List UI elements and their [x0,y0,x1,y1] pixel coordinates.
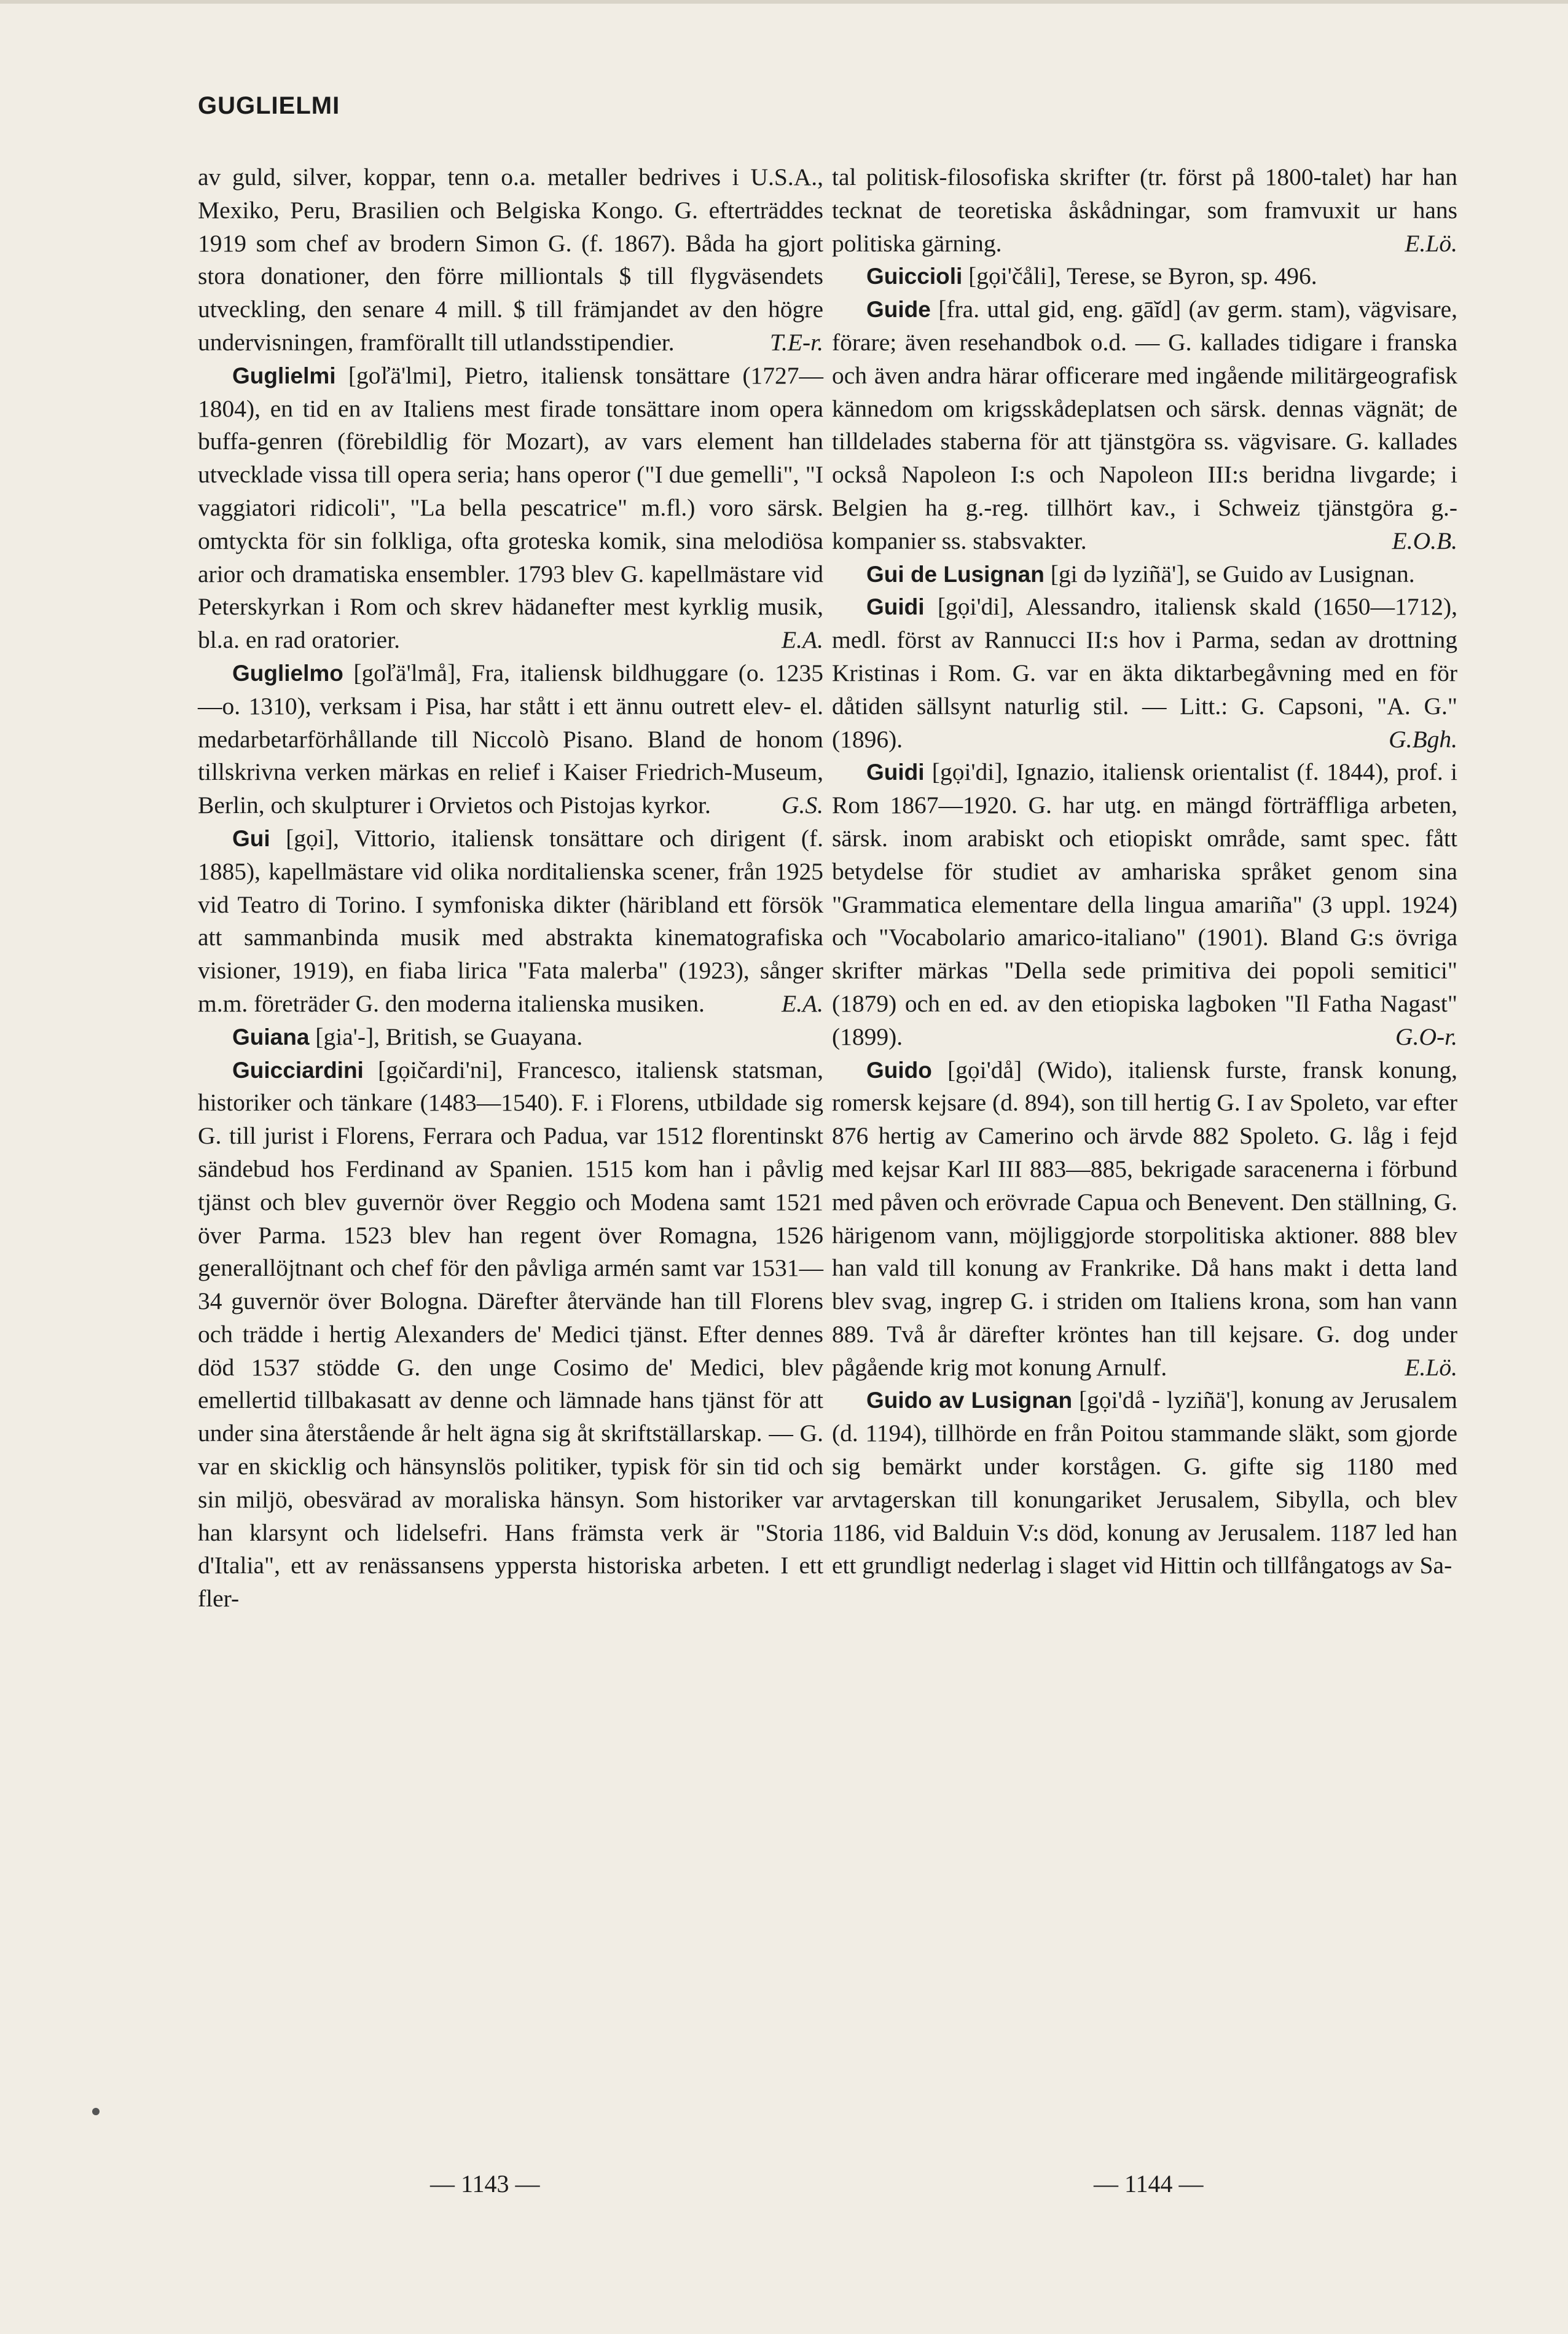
entry-guiana: Guiana [gia'-], British, se Guayana. [232,1023,583,1050]
entry-guido: Guido [gọi'då] (Wido), italiensk furste, fransk konung, romersk kejsare (d. 894), son till hertig G. I av Spoleto, var efter 876 hertig av Camerino och ärvde 882 Spoleto. G. låg i fejd med kejsar Karl III 883—885, bekrigade saracenerna i förbund med påven och erövrade Capua och Benevent. Den ställning, G. härigenom vann, möjliggjorde storpolitiska aktioner. 888 blev han vald till konung av Frankrike. Då hans makt i detta land blev svag, ingrep G. i striden om Italiens krona, som han vann 889. Två år därefter kröntes han till kejsare. G. dog under pågående krig mot konung Arnulf. E.Lö. [832,1056,1457,1381]
entry-gui-de-lusignan: Gui de Lusignan [gi də lyziñä'], se Guido av Lusignan. [866,560,1415,587]
page-number-left: — 1143 — [430,2170,540,2198]
entry-guide: Guide [fra. uttal gid, eng. gāĭd] (av germ. stam), vägvisare, förare; även resehandbok o.d. — G. kallades tidigare i franska och även andra härar officerare med ingående militärgeografisk kännedom om krigsskådeplatsen och särsk. dennas vägnät; de tilldelades staberna för att tjänstgöra ss. vägvisare. G. kallades också Napoleon I:s och Napoleon III:s beridna livgarde; i Belgien ha g.-reg. tillhört kav., i Schweiz tjänstgöra g.-kompanier ss. stabsvakter. E.O.B. [832,296,1457,554]
entry-continuation: av guld, silver, koppar, tenn o.a. metaller bedrives i U.S.A., Mexiko, Peru, Brasilien och Belgiska Kongo. G. efterträddes 1919 som chef av brodern Simon G. (f. 1867). Båda ha gjort stora donationer, den förre milliontals $ till flygväsendets utveckling, den senare 4 mill. $ till främjandet av den högre undervisningen, framförallt till utlandsstipendier. T.E-r. [198,163,823,356]
page-top-edge [0,0,1568,4]
right-column [832,161,1457,1582]
entry-continuation: tal politisk-filosofiska skrifter (tr. först på 1800-talet) har han tecknat de teoretiska åskådningar, som framvuxit ur hans politiska gärning. E.Lö. [832,163,1457,257]
margin-dot [92,2108,100,2115]
entry-guidi-alessandro: Guidi [gọi'di], Alessandro, italiensk skald (1650—1712), medl. först av Rannucci II:s hov i Parma, sedan av drottning Kristinas i Rom. G. var en äkta diktarbegåvning med en för dåtiden sällsynt naturlig stil. — Litt.: G. Capsoni, "A. G." (1896). G.Bgh. [832,593,1457,753]
entry-guiccioli: Guiccioli [gọi'čåli], Terese, se Byron, sp. 496. [866,262,1317,290]
entry-gui-vittorio: Gui [gọi], Vittorio, italiensk tonsättare och dirigent (f. 1885), kapellmästare vid olika norditalienska scener, från 1925 vid Teatro di Torino. I symfoniska dikter (häribland ett försök att sammanbinda musik med abstrakta kinematografiska visioner, 1919), en fiaba lirica "Fata malerba" (1923), sånger m.m. företräder G. den moderna italienska musiken. E.A. [198,824,823,1017]
entry-guglielmi-pietro: Guglielmi [goľä'lmi], Pietro, italiensk tonsättare (1727—1804), en tid en av Italiens mest firade tonsättare inom opera buffa-genren (förebildlig för Mozart), av vars element han utvecklade vissa till opera seria; hans operor ("I due gemelli", "I vaggiatori ridicoli", "La bella pescatrice" m.fl.) voro särsk. omtyckta för sin folkliga, ofta groteska komik, sina melodiösa arior och dramatiska ensembler. 1793 blev G. kapellmästare vid Peterskyrkan i Rom och skrev hädanefter mest kyrklig musik, bl.a. en rad oratorier. E.A. [198,361,824,654]
entry-guido-av-lusignan: Guido av Lusignan [gọi'då - lyziñä'], konung av Jerusalem (d. 1194), tillhörde en från Poitou stammande släkt, som gjorde sig bemärkt under korstågen. G. gifte sig 1180 med arvtagerskan till konungariket Jerusalem, Sibylla, och blev 1186, vid Balduin V:s död, konung av Jerusalem. 1187 led han ett grundligt nederlag i slaget vid Hittin och tillfångatogs av Sa- [832,1386,1457,1579]
entry-guglielmo-fra: Guglielmo [goľä'lmå], Fra, italiensk bildhuggare (o. 1235—o. 1310), verksam i Pisa, har stått i ett ännu outrett elev- el. medarbetarförhållande till Niccolò Pisano. Bland de honom tillskrivna verken märkas en relief i Kaiser Friedrich-Museum, Berlin, och skulpturer i Orvietos och Pistojas kyrkor. G.S. [198,659,824,819]
page-number-right: — 1144 — [1094,2170,1204,2198]
left-column [198,161,823,1616]
entry-guidi-ignazio: Guidi [gọi'di], Ignazio, italiensk orientalist (f. 1844), prof. i Rom 1867—1920. G. har utg. en mängd förträffliga arbeten, särsk. inom arabiskt och etiopiskt område, samt spec. fått betydelse för studiet av amhariska språket genom sina "Grammatica elementare della lingua amariña" (3 uppl. 1924) och "Vocabolario amarico-italiano" (1901). Bland G:s övriga skrifter märkas "Della sede primitiva dei popoli semitici" (1879) och en ed. av den etiopiska lagboken "Il Fatha Nagast" (1899). G.O-r. [832,758,1457,1050]
entry-guicciardini: Guicciardini [gọičardi'ni], Francesco, italiensk statsman, historiker och tänkare (1483—1540). F. i Florens, utbildade sig G. till jurist i Florens, Ferrara och Padua, var 1512 florentinskt sändebud hos Ferdinand av Spanien. 1515 kom han i påvlig tjänst och blev guvernör över Reggio och Modena samt 1521 över Parma. 1523 blev han regent över Romagna, 1526 generallöjtnant och chef för den påvliga armén samt var 1531—34 guvernör över Bologna. Därefter återvände han till Florens och trädde i hertig Alexanders de' Medici tjänst. Efter dennes död 1537 stödde G. den unge Cosimo de' Medici, blev emellertid tillbakasatt av denne och lämnade hans tjänst för att under sina återstående år helt ägna sig åt skriftställarskap. — G. var en skicklig och hänsynslös politiker, typisk för sin tid och sin miljö, obesvärad av moraliska hänsyn. Som historiker var han klarsynt och lidelsefri. Hans främsta verk är "Storia d'Italia", ett av renässansens yppersta historiska arbeten. I ett fler- [198,1056,823,1613]
running-head: GUGLIELMI [198,92,340,119]
